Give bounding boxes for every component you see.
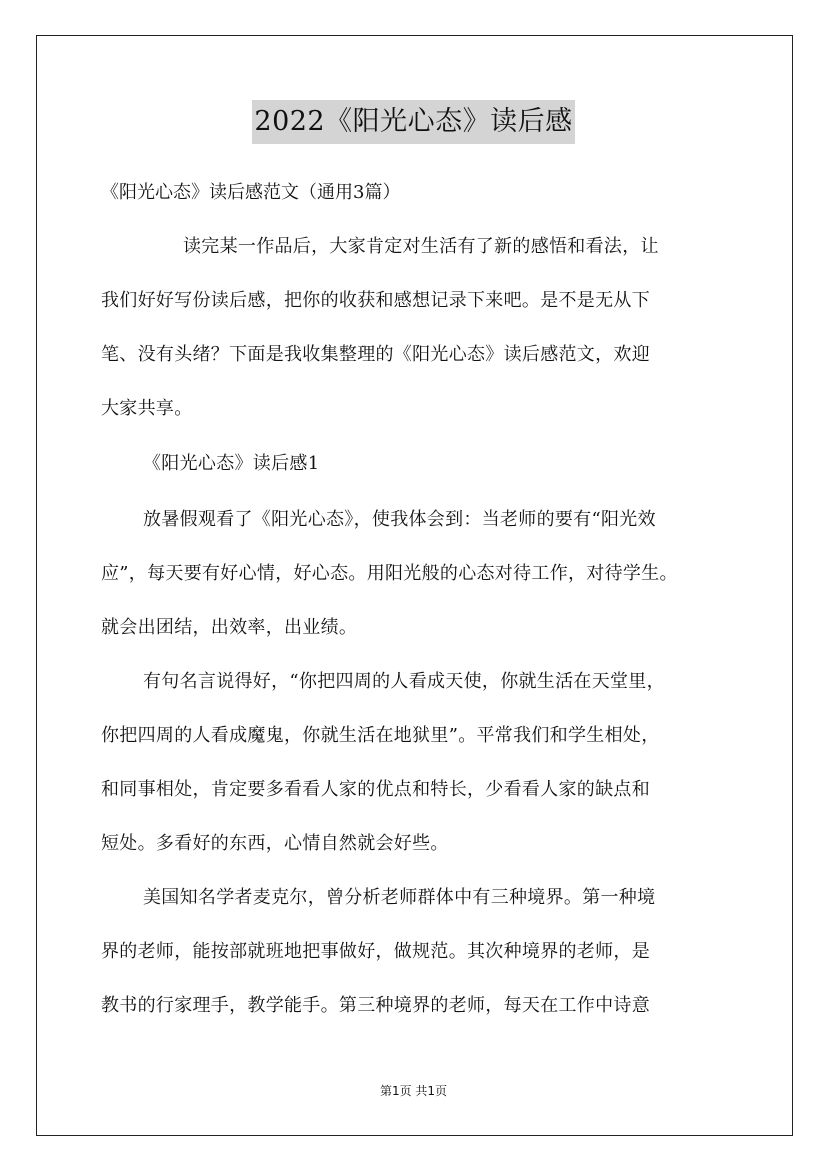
paragraph-line: 应”，每天要有好心情，好心态。用阳光般的心态对待工作，对待学生。	[101, 563, 678, 584]
title-container	[0, 100, 827, 144]
section-heading: 《阳光心态》读后感1	[143, 453, 320, 474]
paragraph-line: 短处。多看好的东西，心情自然就会好些。	[101, 833, 449, 854]
paragraph-line: 有句名言说得好，“你把四周的人看成天使，你就生活在天堂里，	[143, 671, 665, 692]
paragraph-line: 就会出团结，出效率，出业绩。	[101, 617, 358, 638]
paragraph-line: 界的老师，能按部就班地把事做好，做规范。其次种境界的老师，是	[101, 941, 650, 962]
paragraph-line: 我们好好写份读后感，把你的收获和感想记录下来吧。是不是无从下	[101, 290, 650, 311]
paragraph-line: 和同事相处，肯定要多看看人家的优点和特长，少看看人家的缺点和	[101, 779, 650, 800]
page-footer: 第1页 共1页	[379, 1084, 448, 1098]
document-subtitle: 《阳光心态》读后感范文（通用3篇）	[101, 182, 401, 203]
paragraph-line: 读完某一作品后，大家肯定对生活有了新的感悟和看法，让	[183, 236, 659, 257]
paragraph-line: 美国知名学者麦克尔，曾分析老师群体中有三种境界。第一种境	[143, 887, 656, 908]
paragraph-line: 你把四周的人看成魔鬼，你就生活在地狱里”。平常我们和学生相处，	[101, 725, 660, 746]
paragraph-line: 大家共享。	[101, 398, 193, 419]
paragraph-line: 教书的行家理手，教学能手。第三种境界的老师，每天在工作中诗意	[101, 995, 650, 1016]
paragraph-line: 放暑假观看了《阳光心态》，使我体会到：当老师的要有“阳光效	[143, 509, 656, 530]
paragraph-line: 笔、没有头绪？下面是我收集整理的《阳光心态》读后感范文，欢迎	[101, 344, 650, 365]
document-title: 2022《阳光心态》读后感	[252, 100, 574, 144]
